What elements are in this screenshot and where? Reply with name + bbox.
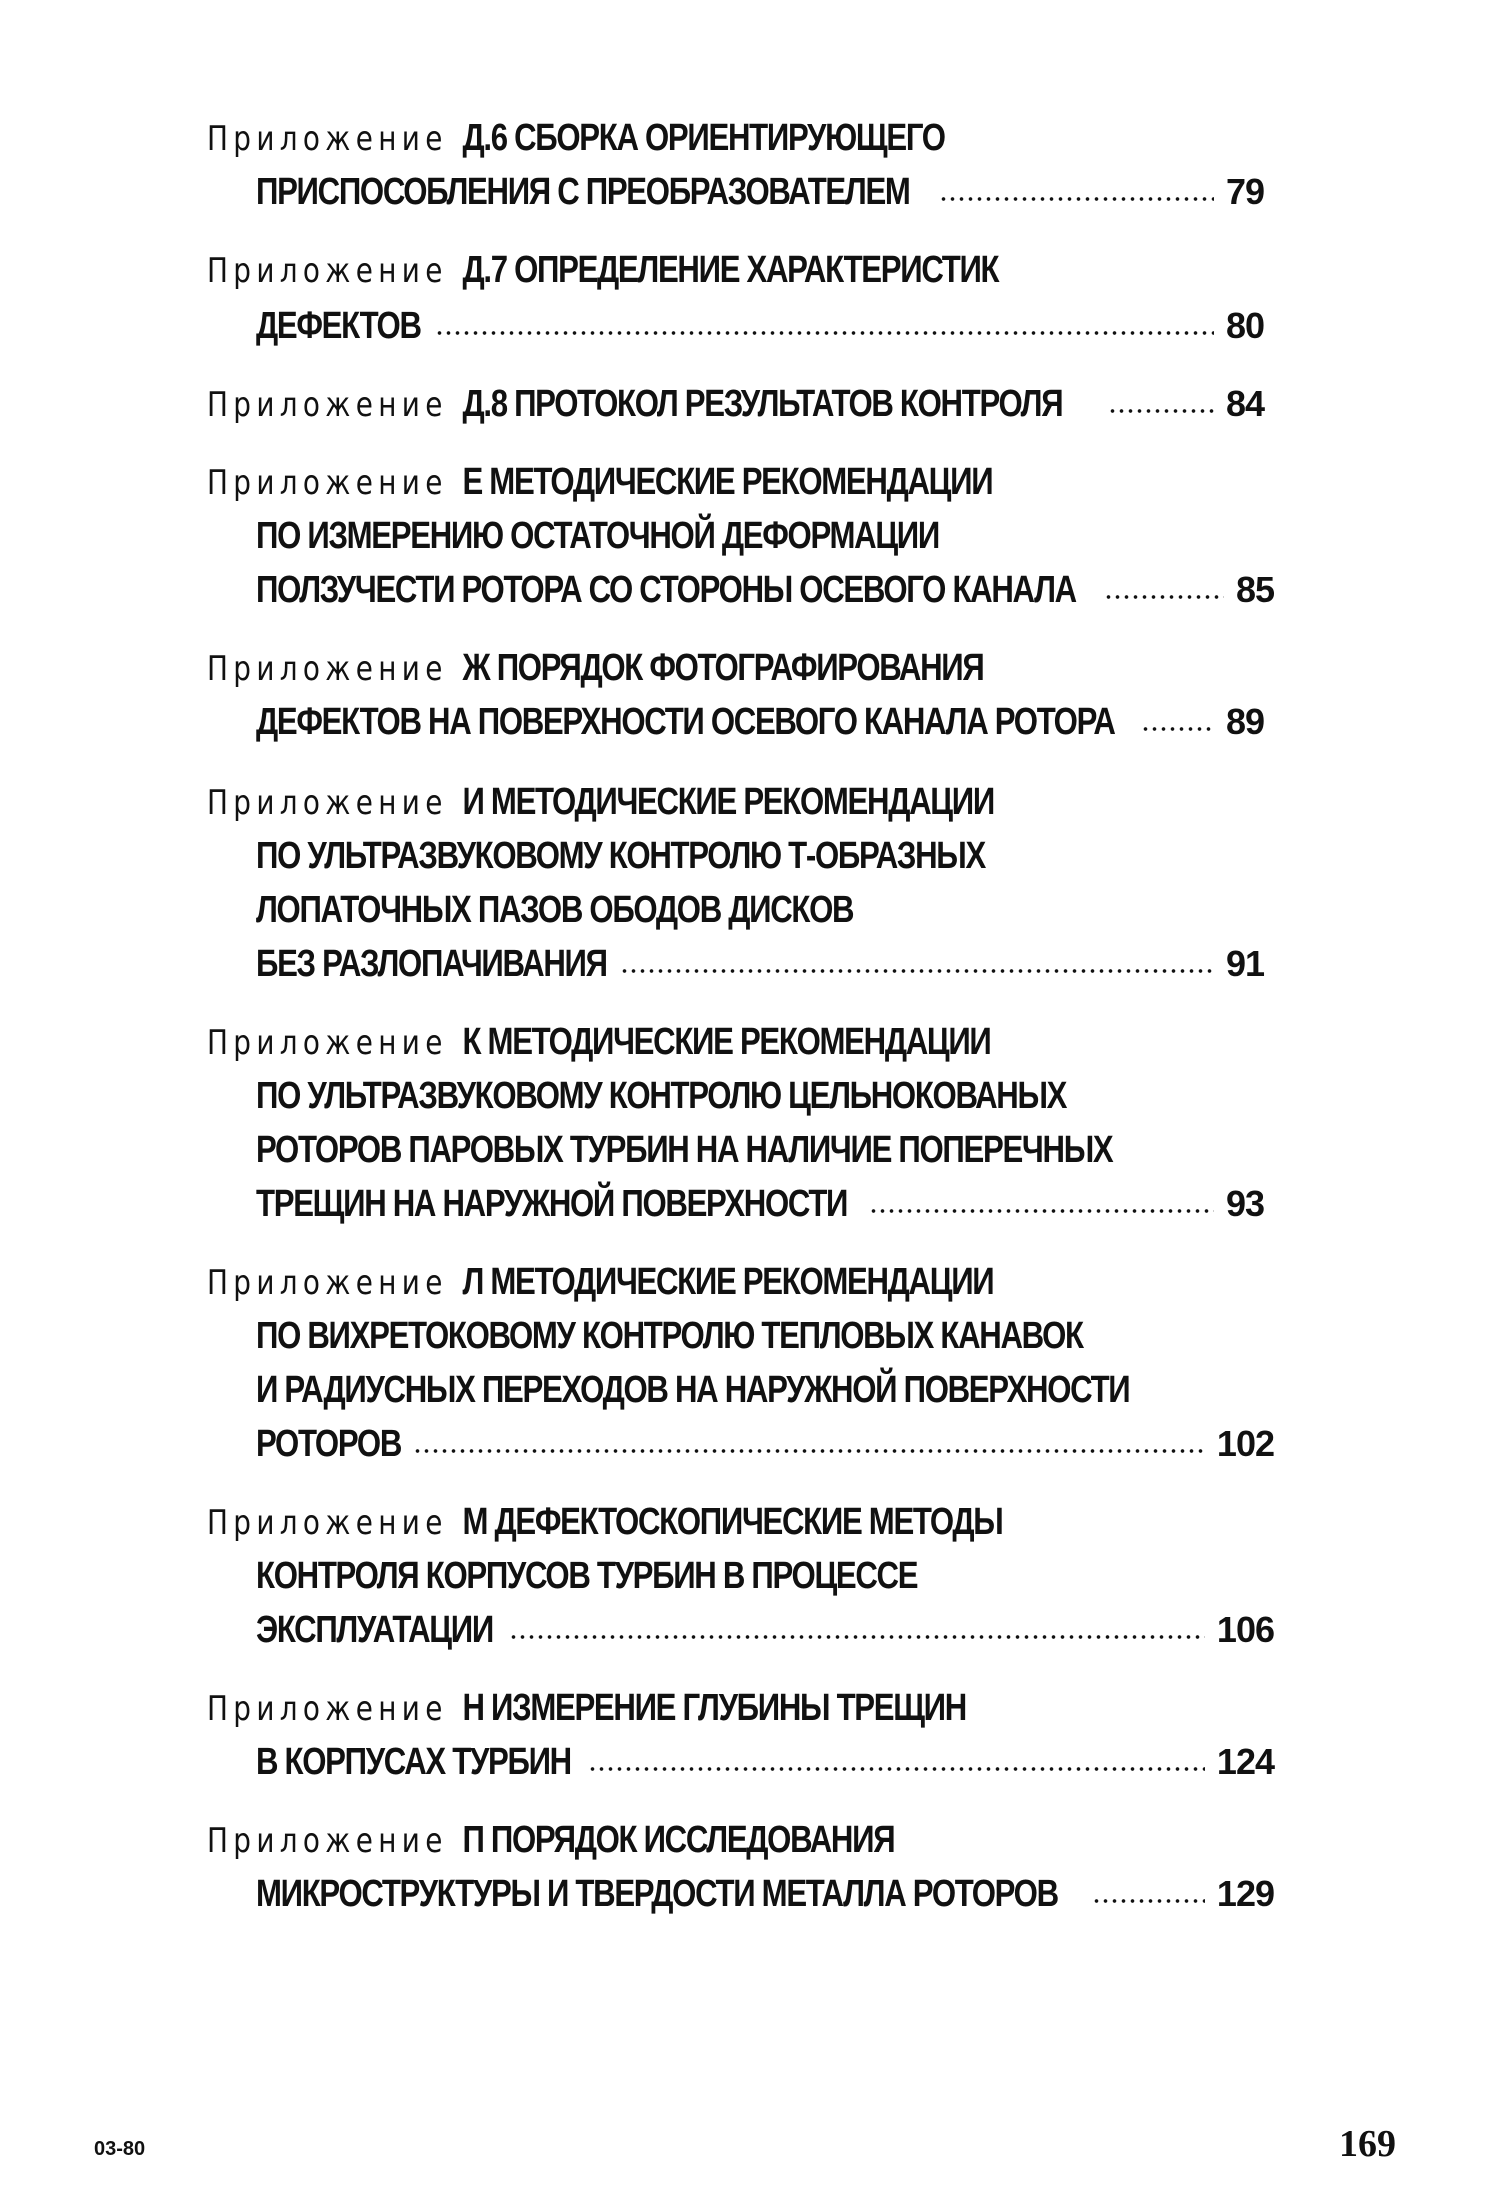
toc-entry-title: Д.8 ПРОТОКОЛ РЕЗУЛЬТАТОВ КОНТРОЛЯ	[462, 382, 1063, 425]
toc-entry-title-line: ДЕФЕКТОВ НА ПОВЕРХНОСТИ ОСЕВОГО КАНАЛА РОТОРА	[256, 701, 1115, 743]
toc-entry-leader-line	[256, 934, 1264, 994]
toc-entry-page: 79	[1225, 171, 1264, 212]
toc-entry-title-line: ДЕФЕКТОВ	[256, 305, 421, 347]
toc-entry-page: 84	[1225, 383, 1264, 424]
dot-leader	[620, 968, 1214, 974]
toc-entry-title-line: ЭКСПЛУАТАЦИИ	[256, 1609, 493, 1651]
toc-entry-page: 85	[1235, 569, 1274, 610]
toc-entry-prefix: Приложение	[207, 1263, 448, 1303]
toc-entry-prefix: Приложение	[207, 649, 448, 689]
toc-entry-title: П ПОРЯДОК ИССЛЕДОВАНИЯ	[462, 1819, 895, 1861]
dot-leader	[413, 1448, 1205, 1454]
toc-entry-first-line	[207, 1012, 991, 1072]
toc-entry-first-line	[207, 374, 1062, 435]
toc-entry-prefix: Приложение	[207, 463, 448, 503]
toc-entry-first-line	[207, 638, 983, 698]
toc-entry-page: 129	[1216, 1873, 1274, 1914]
toc-entry-page: 80	[1225, 305, 1264, 346]
toc-entry-title: М ДЕФЕКТОСКОПИЧЕСКИЕ МЕТОДЫ	[462, 1501, 1003, 1543]
toc-entry-leader-line	[256, 1600, 1274, 1660]
toc-entry-page: 93	[1225, 1183, 1264, 1224]
toc-entry-title-line: И РАДИУСНЫХ ПЕРЕХОДОВ НА НАРУЖНОЙ ПОВЕРХНОСТИ	[256, 1369, 1130, 1411]
toc-entry-title-line: РОТОРОВ	[256, 1423, 402, 1465]
toc-entry-title: Л МЕТОДИЧЕСКИЕ РЕКОМЕНДАЦИИ	[462, 1261, 994, 1303]
toc-entry-leader-line	[256, 560, 1274, 620]
toc-entry-prefix: Приложение	[207, 119, 448, 159]
toc-entry-page: 102	[1216, 1423, 1274, 1464]
toc-entry-leader-line	[256, 1732, 1274, 1792]
dot-leader	[1141, 726, 1214, 732]
dot-leader	[1092, 1898, 1205, 1904]
toc-entry-title: Ж ПОРЯДОК ФОТОГРАФИРОВАНИЯ	[462, 647, 984, 689]
dot-leader	[435, 330, 1214, 336]
toc-entry-title-line: КОНТРОЛЯ КОРПУСОВ ТУРБИН В ПРОЦЕССЕ	[256, 1555, 918, 1597]
toc-entry-title-line: РОТОРОВ ПАРОВЫХ ТУРБИН НА НАЛИЧИЕ ПОПЕРЕЧНЫХ	[256, 1129, 1113, 1171]
toc-entry-title: И МЕТОДИЧЕСКИЕ РЕКОМЕНДАЦИИ	[462, 781, 994, 823]
toc-entry-leader-line	[256, 162, 1264, 222]
toc-entry-title-line: ПО ИЗМЕРЕНИЮ ОСТАТОЧНОЙ ДЕФОРМАЦИИ	[256, 515, 939, 557]
toc-entry-prefix: Приложение	[207, 384, 448, 425]
toc-entry-leader-line	[256, 296, 1264, 356]
dot-leader	[1108, 408, 1214, 414]
toc-entry-title: Д.6 СБОРКА ОРИЕНТИРУЮЩЕГО	[462, 117, 945, 159]
toc-entry-title: Д.7 ОПРЕДЕЛЕНИЕ ХАРАКТЕРИСТИК	[462, 249, 999, 291]
footer-code: 03-80	[94, 2138, 146, 2160]
toc-entry-leader-line	[256, 1414, 1274, 1474]
toc-entry-title-line: ПО УЛЬТРАЗВУКОВОМУ КОНТРОЛЮ ЦЕЛЬНОКОВАНЫХ	[256, 1075, 1067, 1117]
toc-entry-prefix: Приложение	[207, 1503, 448, 1543]
toc-entry-prefix: Приложение	[207, 1023, 448, 1063]
toc-entry-leader-line	[256, 1174, 1264, 1234]
dot-leader	[1104, 594, 1224, 600]
toc-entry-title: Н ИЗМЕРЕНИЕ ГЛУБИНЫ ТРЕЩИН	[462, 1687, 966, 1729]
toc-entry-page: 89	[1225, 701, 1264, 742]
toc-entry-first-line	[207, 1678, 966, 1738]
toc-entry-leader-line	[256, 1864, 1274, 1924]
toc-entry-title-line: ПО ВИХРЕТОКОВОМУ КОНТРОЛЮ ТЕПЛОВЫХ КАНАВОК	[256, 1315, 1083, 1357]
toc-entry-title-line: ПОЛЗУЧЕСТИ РОТОРА СО СТОРОНЫ ОСЕВОГО КАНАЛА	[256, 569, 1076, 611]
footer-page-number: 169	[1339, 2123, 1396, 2165]
toc-entry-title-line: В КОРПУСАХ ТУРБИН	[256, 1741, 571, 1783]
toc-entry-first-line	[207, 772, 994, 832]
dot-leader	[869, 1208, 1214, 1214]
toc-entry-leader-line	[256, 692, 1264, 752]
toc-entry-prefix: Приложение	[207, 251, 448, 291]
toc-entry-page: 91	[1225, 943, 1264, 984]
toc-entry-title: Е МЕТОДИЧЕСКИЕ РЕКОМЕНДАЦИИ	[462, 461, 993, 503]
toc-entry-first-line	[207, 1252, 993, 1312]
toc-entry-prefix: Приложение	[207, 1821, 448, 1861]
toc-entry-prefix: Приложение	[207, 1689, 448, 1729]
toc-entry-page: 124	[1216, 1741, 1274, 1782]
toc-entry-first-line	[207, 1492, 1002, 1552]
dot-leader	[588, 1766, 1205, 1772]
toc-entry-title-line: МИКРОСТРУКТУРЫ И ТВЕРДОСТИ МЕТАЛЛА РОТОРОВ	[256, 1873, 1058, 1915]
toc-entry-title-line: БЕЗ РАЗЛОПАЧИВАНИЯ	[256, 943, 607, 985]
toc-entry-first-line	[207, 1810, 894, 1870]
toc-entry-first-line	[207, 240, 998, 300]
toc-entry-title-line: ЛОПАТОЧНЫХ ПАЗОВ ОБОДОВ ДИСКОВ	[256, 889, 854, 931]
toc-entry-first-line	[207, 452, 992, 512]
dot-leader	[939, 196, 1214, 202]
toc-entry-prefix: Приложение	[207, 783, 448, 823]
toc-entry-title-line: ПРИСПОСОБЛЕНИЯ С ПРЕОБРАЗОВАТЕЛЕМ	[256, 171, 910, 213]
toc-entry-title: К МЕТОДИЧЕСКИЕ РЕКОМЕНДАЦИИ	[462, 1021, 991, 1063]
dot-leader	[509, 1634, 1205, 1640]
toc-entry-leader-line	[207, 374, 1264, 434]
toc-entry-title-line: ТРЕЩИН НА НАРУЖНОЙ ПОВЕРХНОСТИ	[256, 1183, 848, 1225]
toc-entry-title-line: ПО УЛЬТРАЗВУКОВОМУ КОНТРОЛЮ Т-ОБРАЗНЫХ	[256, 835, 985, 877]
toc-entry-page: 106	[1216, 1609, 1274, 1650]
toc-entry-first-line	[207, 108, 945, 168]
